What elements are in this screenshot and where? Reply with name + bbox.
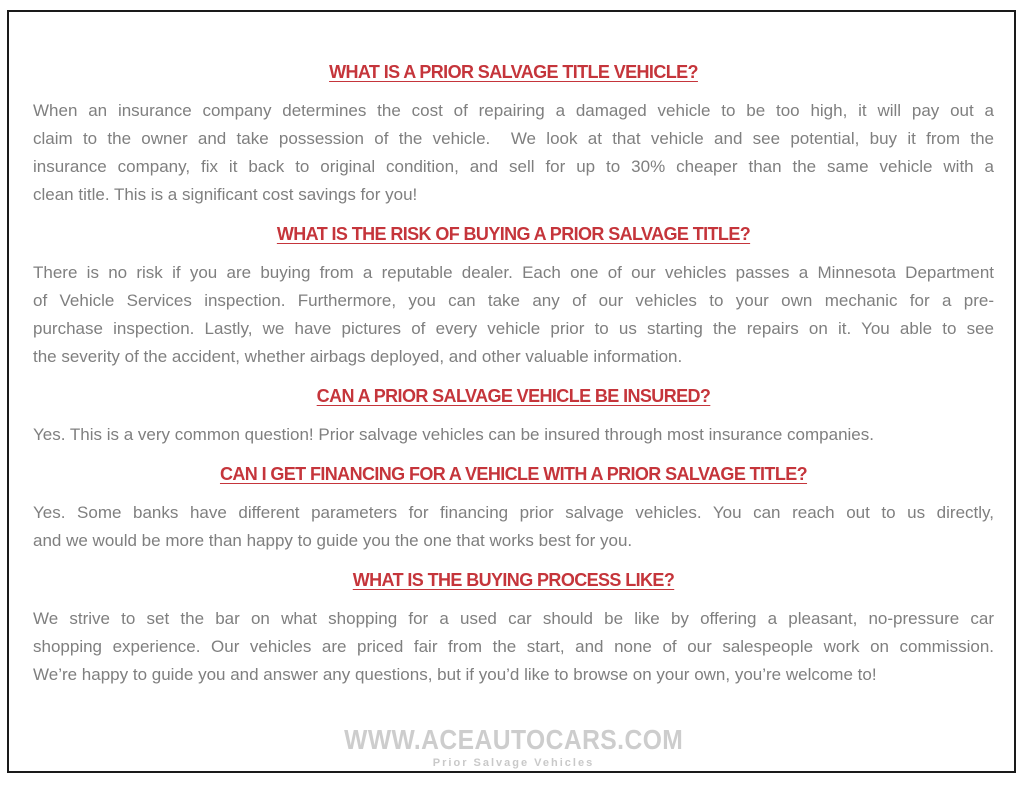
site-tagline: Prior Salvage Vehicles xyxy=(432,757,595,769)
faq-section-buying-process xyxy=(33,566,994,689)
answer-line: purchase inspection. Lastly, we have pictures of every vehicle prior to us starting the repairs on it. You able to see xyxy=(33,319,994,338)
faq-answer xyxy=(33,605,994,689)
faq-section-financing xyxy=(33,460,994,555)
faq-answer xyxy=(33,421,994,449)
answer-line: of Vehicle Services inspection. Furthermore, you can take any of our vehicles to your own mechanic for a pre- xyxy=(33,291,994,310)
answer-line: shopping experience. Our vehicles are priced fair from the start, and none of our salespeople work on commission. xyxy=(33,637,994,656)
answer-line: There is no risk if you are buying from a reputable dealer. Each one of our vehicles passes a Minnesota Department xyxy=(33,263,994,282)
answer-line: insurance company, fix it back to original condition, and sell for up to 30% cheaper than the same vehicle with a xyxy=(33,157,994,176)
faq-question-heading: CAN I GET FINANCING FOR A VEHICLE WITH A PRIOR SALVAGE TITLE? xyxy=(219,464,808,484)
answer-line: When an insurance company determines the cost of repairing a damaged vehicle to be too high, it will pay out a xyxy=(33,101,994,120)
faq-answer xyxy=(33,259,994,371)
answer-line: We’re happy to guide you and answer any questions, but if you’d like to browse on your own, you’re welcome to! xyxy=(33,665,877,684)
answer-line: the severity of the accident, whether airbags deployed, and other valuable information. xyxy=(33,347,683,366)
faq-section-salvage-title xyxy=(33,58,994,209)
answer-line: clean title. This is a significant cost savings for you! xyxy=(33,185,418,204)
site-logo xyxy=(33,725,994,771)
site-url-text: WWW.ACEAUTOCARS.COM xyxy=(343,724,684,755)
answer-line: and we would be more than happy to guide you the one that works best for you. xyxy=(33,531,633,550)
faq-section-insured xyxy=(33,382,994,449)
faq-answer xyxy=(33,499,994,555)
faq-answer xyxy=(33,97,994,209)
faq-question-heading: WHAT IS THE BUYING PROCESS LIKE? xyxy=(352,570,675,590)
faq-question-heading: CAN A PRIOR SALVAGE VEHICLE BE INSURED? xyxy=(316,386,711,406)
answer-line: claim to the owner and take possession of the vehicle. We look at that vehicle and see potential, buy it from the xyxy=(33,129,994,148)
faq-section-risk xyxy=(33,220,994,371)
faq-question-heading: WHAT IS A PRIOR SALVAGE TITLE VEHICLE? xyxy=(329,62,698,82)
answer-line: Yes. Some banks have different parameters for financing prior salvage vehicles. You can reach out to us directly, xyxy=(33,503,994,522)
answer-line: Yes. This is a very common question! Prior salvage vehicles can be insured through most insurance companies. xyxy=(33,425,874,444)
answer-line: We strive to set the bar on what shopping for a used car should be like by offering a pleasant, no-pressure car xyxy=(33,609,994,628)
faq-question-heading: WHAT IS THE RISK OF BUYING A PRIOR SALVAGE TITLE? xyxy=(276,224,751,244)
faq-content xyxy=(33,58,994,771)
